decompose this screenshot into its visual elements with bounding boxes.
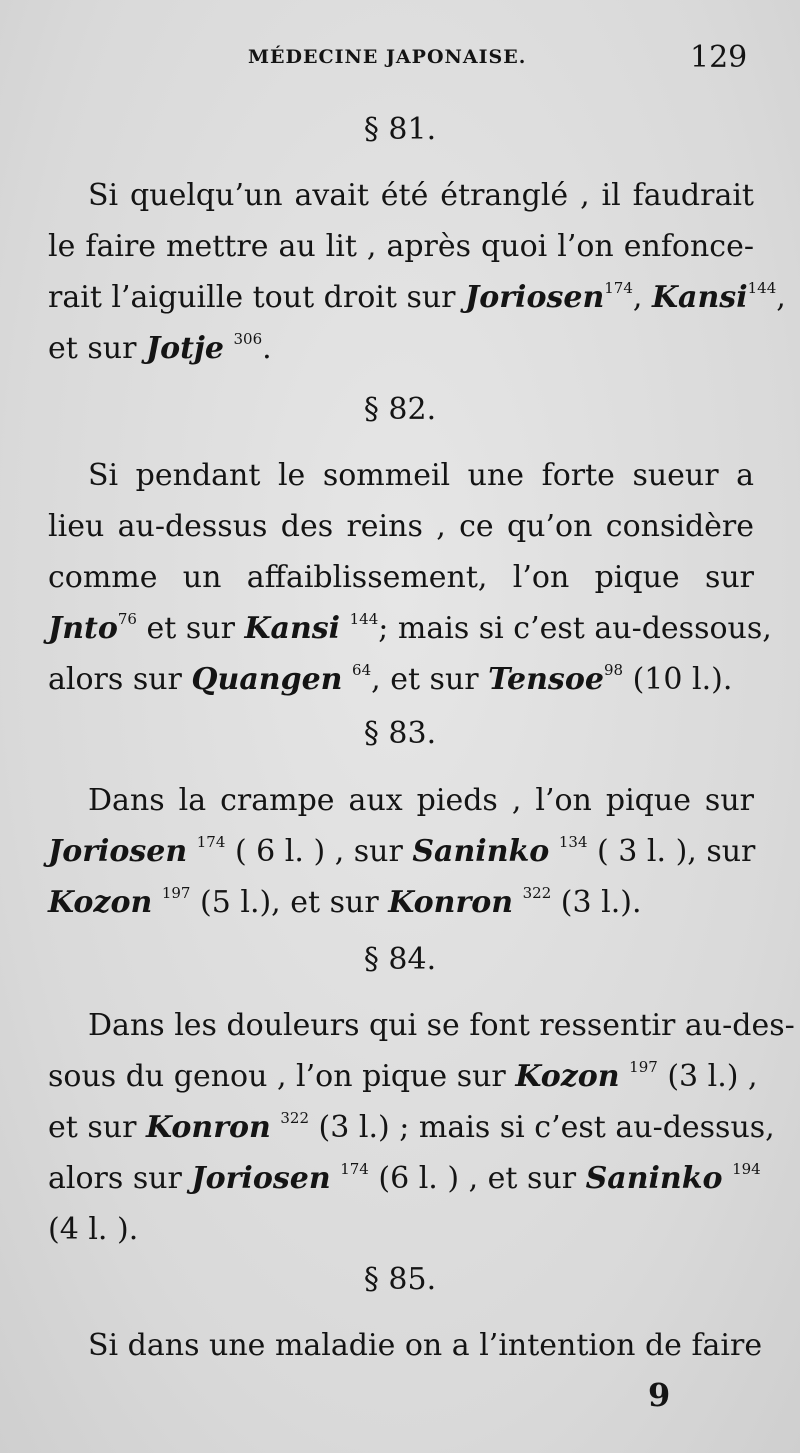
text-run (620, 1059, 630, 1094)
signature-mark: 9 (648, 1376, 671, 1414)
point-name: Kozon (515, 1059, 620, 1094)
text-run (152, 885, 162, 920)
point-number: 306 (233, 330, 263, 348)
point-number: 194 (732, 1160, 761, 1178)
text-line (48, 1102, 775, 1153)
point-name: Kozon (48, 885, 153, 920)
text-line (48, 654, 754, 705)
text-run: et sur (136, 611, 245, 646)
text-run: (4 l. ). (48, 1212, 139, 1247)
text-run (723, 1161, 733, 1196)
text-line (48, 170, 754, 221)
text-run (340, 611, 350, 646)
point-number: 134 (558, 833, 588, 851)
text-run: (3 l.) ; mais si c’est au-dessus, (309, 1110, 775, 1145)
point-name: Jotje (145, 331, 224, 366)
point-number: 197 (629, 1058, 658, 1076)
text-run (343, 662, 353, 697)
text-run: sous du genou , l’on pique sur (48, 1059, 516, 1094)
text-run: Dans la crampe aux pieds , l’on pique sur (88, 783, 754, 818)
point-number: 144 (747, 279, 777, 297)
text-line (48, 501, 754, 552)
text-run: alors sur (48, 662, 192, 697)
text-line (48, 877, 754, 928)
paragraph-84 (48, 1000, 795, 1255)
text-line (48, 603, 772, 654)
text-run: Si pendant le sommeil une forte sueur a (88, 458, 754, 493)
text-line (48, 552, 754, 603)
text-run (187, 834, 197, 869)
text-run: rait l’aiguille tout droit sur (48, 280, 466, 315)
point-name: Konron (145, 1110, 271, 1145)
section-heading-84: § 84. (363, 942, 437, 977)
paragraph-82 (48, 450, 772, 705)
section-heading-82: § 82. (363, 392, 437, 427)
point-number: 322 (522, 884, 552, 902)
text-run (224, 331, 234, 366)
text-line (48, 323, 754, 374)
text-run: le faire mettre au lit , après quoi l’on enfonce- (48, 229, 754, 264)
point-number: 76 (117, 610, 137, 628)
text-line (48, 1204, 754, 1255)
text-line (48, 1000, 795, 1051)
text-run: (10 l.). (623, 662, 733, 697)
text-run: lieu au-dessus des reins , ce qu’on considère (48, 509, 754, 544)
text-line (48, 272, 786, 323)
point-name: Konron (388, 885, 514, 920)
text-line (48, 450, 754, 501)
section-heading-85: § 85. (363, 1262, 437, 1297)
point-name: Kansi (244, 611, 341, 646)
text-run: ( 3 l. ), sur (587, 834, 756, 869)
point-name: Joriosen (465, 280, 605, 315)
text-run: Dans les douleurs qui se font ressentir au-des- (88, 1008, 795, 1043)
section-heading-83: § 83. (363, 716, 437, 751)
point-name: Kansi (651, 280, 748, 315)
text-run: et sur (48, 1110, 146, 1145)
running-title: MÉDECINE JAPONAISE. (248, 46, 527, 68)
text-line (48, 826, 754, 877)
point-name: Jnto (48, 611, 118, 646)
paragraph-85 (48, 1320, 763, 1371)
text-run (513, 885, 523, 920)
point-number: 98 (603, 661, 624, 679)
text-line (48, 1320, 763, 1371)
text-run: et sur (48, 331, 146, 366)
text-run: ; mais si c’est au-dessous, (378, 611, 772, 646)
point-name: Saninko (585, 1161, 723, 1196)
point-number: 322 (280, 1109, 310, 1127)
point-name: Joriosen (48, 834, 188, 869)
page-number: 129 (690, 40, 748, 75)
text-run: , (632, 280, 652, 315)
running-head (0, 40, 800, 80)
paragraph-81 (48, 170, 786, 374)
section-heading-81: § 81. (363, 112, 437, 147)
text-line (48, 1153, 761, 1204)
text-run: (5 l.), et sur (190, 885, 389, 920)
text-line (48, 221, 754, 272)
point-name: Joriosen (191, 1161, 331, 1196)
point-number: 174 (340, 1160, 369, 1178)
text-run: , et sur (371, 662, 489, 697)
text-run: (6 l. ) , et sur (368, 1161, 586, 1196)
text-run: Si dans une maladie on a l’intention de faire (88, 1328, 763, 1363)
text-run: Si quelqu’un avait été étranglé , il faudrait (88, 178, 754, 213)
text-run: (3 l.) , (657, 1059, 758, 1094)
text-line (48, 1051, 758, 1102)
point-number: 64 (352, 661, 372, 679)
text-run: , (776, 280, 786, 315)
text-run (271, 1110, 281, 1145)
point-number: 144 (349, 610, 379, 628)
text-run: ( 6 l. ) , sur (225, 834, 413, 869)
point-number: 174 (196, 833, 226, 851)
point-name: Tensoe (488, 662, 604, 697)
text-line (48, 775, 754, 826)
point-name: Quangen (191, 662, 343, 697)
text-run: alors sur (48, 1161, 192, 1196)
point-name: Saninko (412, 834, 550, 869)
text-run (549, 834, 559, 869)
point-number: 174 (604, 279, 633, 297)
text-run: . (262, 331, 272, 366)
point-number: 197 (161, 884, 191, 902)
text-run: (3 l.). (551, 885, 642, 920)
paragraph-83 (48, 775, 754, 928)
text-run (331, 1161, 341, 1196)
text-run: comme un affaiblissement, l’on pique sur (48, 560, 754, 595)
